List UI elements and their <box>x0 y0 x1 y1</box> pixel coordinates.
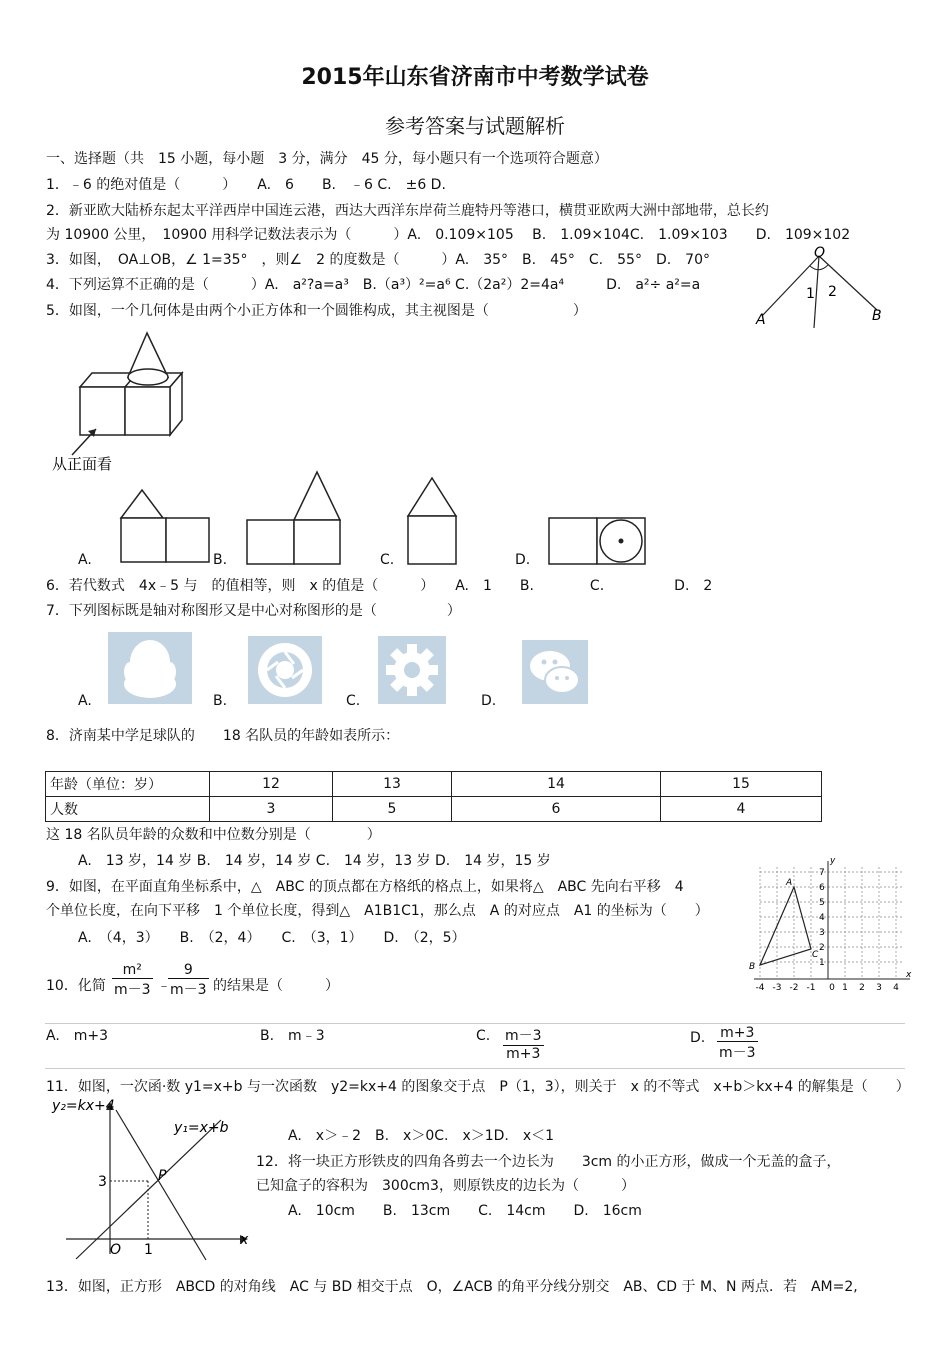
label-b: B <box>872 308 882 324</box>
fraction-denominator: m+3 <box>506 1046 541 1062</box>
q10-option-d[interactable] <box>717 1025 758 1062</box>
question-5: 5．如图，一个几何体是由两个小正方体和一个圆锥构成，其主视图是（ ） <box>46 303 587 319</box>
table-cell: 5 <box>333 797 452 822</box>
label-y1: y₁=x+b <box>174 1120 229 1136</box>
question-8-prompt: 这 18 名队员年龄的众数和中位数分别是（ ） <box>46 827 381 843</box>
y-tick: 1 <box>819 958 825 968</box>
q7-option-d-label: D. <box>481 693 497 709</box>
table-row <box>46 797 822 822</box>
y-tick: 5 <box>819 898 825 908</box>
x-tick: -3 <box>772 983 782 993</box>
question-2-line-1: 2．新亚欧大陆桥东起太平洋西岸中国连云港，西达大西洋东岸荷兰鹿特丹等港口，横贯亚欧两大洲中部地带，总长约 <box>46 203 769 219</box>
table-cell: 12 <box>210 772 333 797</box>
x-tick: 1 <box>842 983 848 993</box>
q10-options <box>45 1023 905 1069</box>
fraction-numerator: m+3 <box>717 1025 758 1042</box>
q10-option-b[interactable]: B. m﹣3 <box>260 1028 325 1044</box>
fraction-denominator: m－3 <box>170 982 207 998</box>
point-c-label: C <box>812 950 819 960</box>
q5-option-c[interactable] <box>405 472 461 568</box>
section-heading: 一、选择题（共 15 小题，每小题 3 分，满分 45 分，每小题只有一个选项符合题意） <box>46 151 608 167</box>
axis-x-label: x <box>906 970 912 980</box>
q10-option-c-label[interactable]: C. <box>476 1028 491 1044</box>
question-9-options: A. （4，3） B. （2，4） C. （3，1） D. （2，5） <box>78 930 466 946</box>
q10-option-a[interactable]: A. m+3 <box>46 1028 109 1044</box>
line-graph <box>46 1094 256 1269</box>
table-cell: 3 <box>210 797 333 822</box>
question-8-options: A. 13 岁，14 岁 B. 14 岁，14 岁 C. 14 岁，13 岁 D. 14 岁，15 岁 <box>78 853 551 869</box>
label-a: A <box>756 312 766 328</box>
q7-option-d[interactable] <box>522 640 588 704</box>
triangle-abc <box>760 887 811 965</box>
x-tick: 3 <box>876 983 882 993</box>
question-1: 1．﹣6 的绝对值是（ ） A. 6 B. ﹣6 C. ±6 D. <box>46 177 446 193</box>
x-tick: 2 <box>859 983 865 993</box>
age-table <box>45 771 822 822</box>
y-tick: 2 <box>819 943 825 953</box>
q5-option-a-label: A. <box>78 552 92 568</box>
axis-y-label: y <box>830 856 836 866</box>
question-13: 13．如图，正方形 ABCD 的对角线 AC 与 BD 相交于点 O，∠ACB 的角平分线分别交 AB、CD 于 M、N 两点．若 AM=2, <box>46 1279 858 1295</box>
q7-option-c[interactable] <box>378 636 446 704</box>
q7-option-a-label: A. <box>78 693 92 709</box>
fraction-numerator: 9 <box>168 962 209 979</box>
y-tick: 4 <box>819 913 825 923</box>
label-p: P <box>158 1168 167 1184</box>
q5-option-d[interactable] <box>546 515 648 567</box>
point-a-label: A <box>786 878 793 888</box>
ray-ob <box>819 256 877 310</box>
page-subtitle: 参考答案与试题解析 <box>385 114 565 138</box>
q10-minus: ﹣ <box>157 978 171 994</box>
q10-option-d-label[interactable]: D. <box>690 1030 706 1046</box>
question-9-line-1: 9．如图，在平面直角坐标系中，△ ABC 的顶点都在方格纸的格点上，如果将△ ABC 先向右平移 4 <box>46 879 684 895</box>
table-cell: 6 <box>452 797 661 822</box>
q7-option-b[interactable] <box>248 636 322 704</box>
fraction-denominator: m－3 <box>114 982 151 998</box>
x-tick: -1 <box>806 983 816 993</box>
question-4: 4．下列运算不正确的是（ ）A. a²?a=a³ B.（a³）²=a⁶ C.（2a²）2=4a⁴ D. a²÷ a²=a <box>46 277 701 293</box>
table-cell: 13 <box>333 772 452 797</box>
angle-figure <box>752 244 892 334</box>
question-3: 3．如图， OA⊥OB，∠ 1=35° ，则∠ 2 的度数是（ ）A. 35° B. 45° C. 55° D. 70° <box>46 252 710 268</box>
q7-option-b-label: B. <box>213 693 228 709</box>
q5-option-d-label: D. <box>515 552 531 568</box>
question-11: 11．如图，一次函·数 y1=x+b 与一次函数 y2=kx+4 的图象交于点 P（1，3），则关于 x 的不等式 x+b＞kx+4 的解集是（ ） <box>46 1079 910 1095</box>
question-12-line-1: 12．将一块正方形铁皮的四角各剪去一个边长为 3cm 的小正方形，做成一个无盖的盒子， <box>256 1154 841 1170</box>
coordinate-grid <box>746 855 916 995</box>
question-2-line-2: 为 10900 公里， 10900 用科学记数法表示为（ ）A. 0.109×105 B. 1.09×104C. 1.09×103 D. 109×102 <box>46 227 851 243</box>
view-label: 从正面看 <box>52 455 113 473</box>
y-tick: 3 <box>819 928 825 938</box>
question-12-options: A. 10cm B. 13cm C. 14cm D. 16cm <box>288 1203 642 1219</box>
fraction-numerator: m² <box>112 962 153 979</box>
question-7: 7．下列图标既是轴对称图形又是中心对称图形的是（ ） <box>46 603 461 619</box>
label-origin: O <box>110 1242 122 1258</box>
x-tick: -4 <box>755 983 765 993</box>
q7-option-a[interactable] <box>108 632 192 704</box>
table-cell: 年龄（单位：岁） <box>46 772 210 797</box>
label-y2: y₂=kx+4 <box>52 1098 115 1114</box>
x-tick: 4 <box>893 983 899 993</box>
table-cell: 人数 <box>46 797 210 822</box>
fraction-denominator: m－3 <box>719 1045 756 1061</box>
x-tick: -2 <box>789 983 799 993</box>
q7-option-c-label: C. <box>346 693 361 709</box>
label-three: 3 <box>98 1174 107 1190</box>
q5-option-a[interactable] <box>118 486 214 566</box>
q10-fraction-1 <box>112 962 153 999</box>
q10-option-c[interactable] <box>503 1025 544 1062</box>
label-o: O <box>814 245 826 261</box>
label-x-axis: x <box>240 1232 249 1248</box>
right-angle-arc <box>810 265 828 270</box>
q10-tail: 的结果是（ ） <box>213 978 339 994</box>
y-tick: 6 <box>819 883 825 893</box>
label-one: 1 <box>144 1242 153 1258</box>
table-cell: 15 <box>661 772 822 797</box>
label-angle-2: 2 <box>828 284 837 300</box>
question-8: 8．济南某中学足球队的 18 名队员的年龄如表所示： <box>46 728 400 744</box>
point-b-label: B <box>749 962 756 972</box>
q5-option-b[interactable] <box>244 468 344 568</box>
table-cell: 14 <box>452 772 661 797</box>
table-cell: 4 <box>661 797 822 822</box>
page-title: 2015年山东省济南市中考数学试卷 <box>301 65 649 90</box>
table-row <box>46 772 822 797</box>
question-11-options: A. x＞﹣2 B. x＞0C. x＞1D. x＜1 <box>288 1128 555 1144</box>
q5-option-c-label: C. <box>380 552 395 568</box>
question-9-line-2: 个单位长度，在向下平移 1 个单位长度，得到△ A1B1C1，那么点 A 的对应点 A1 的坐标为（ ） <box>46 903 709 919</box>
y-tick: 7 <box>819 868 825 878</box>
label-angle-1: 1 <box>806 286 815 302</box>
q5-option-b-label: B. <box>213 552 228 568</box>
q10-fraction-2 <box>168 962 209 999</box>
fraction-numerator: m－3 <box>503 1025 544 1046</box>
question-10-label: 10．化简 <box>46 978 106 994</box>
question-12-line-2: 已知盒子的容积为 300cm3，则原铁皮的边长为（ ） <box>256 1178 635 1194</box>
question-6: 6．若代数式 4x﹣5 与 的值相等，则 x 的值是（ ） A. 1 B. C. D. 2 <box>46 578 713 594</box>
x-tick: 0 <box>829 983 835 993</box>
solid-figure <box>50 325 200 475</box>
